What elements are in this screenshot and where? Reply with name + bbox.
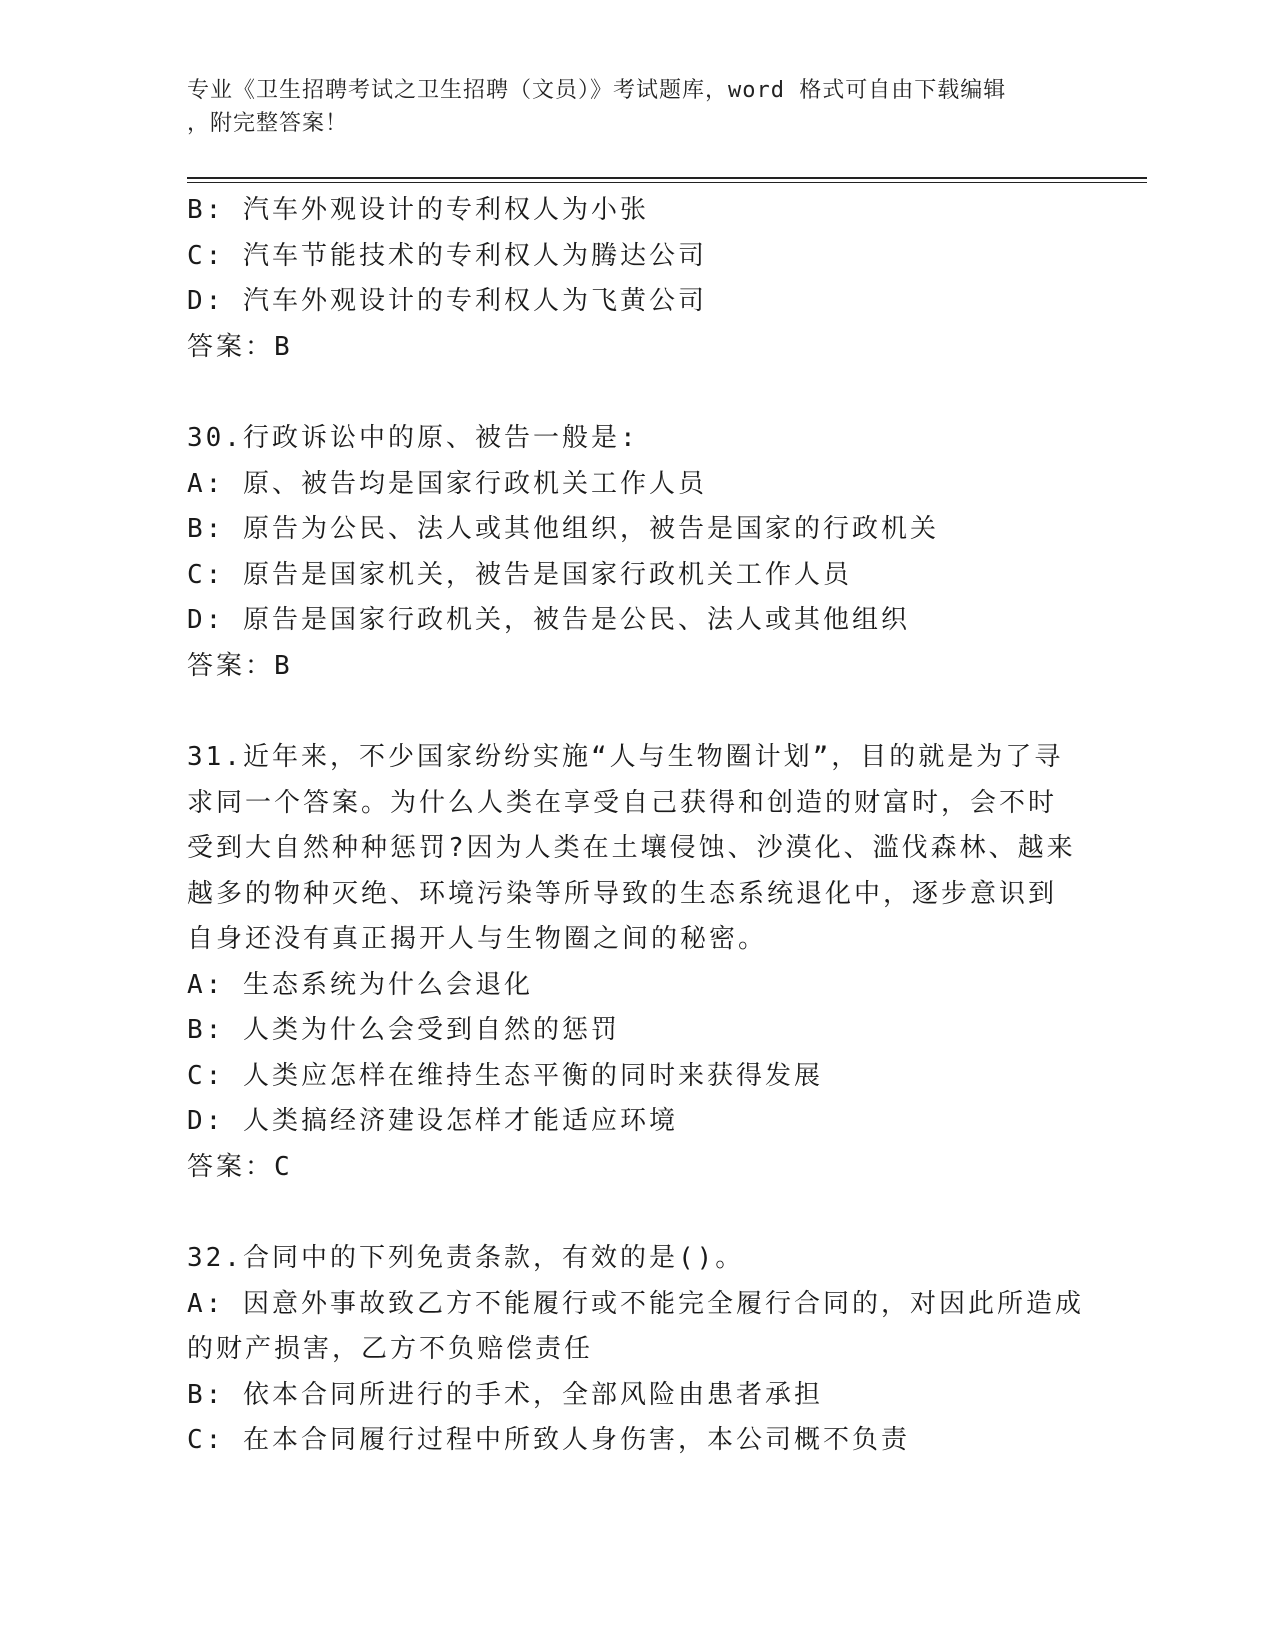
spacer (187, 1190, 1087, 1236)
option-a: A: 生态系统为什么会退化 (187, 969, 533, 1000)
option-a-line: 的财产损害，乙方不负赔偿责任 (187, 1334, 594, 1364)
header-divider-thin (187, 182, 1147, 183)
question-stem: 32.合同中的下列免责条款，有效的是()。 (187, 1243, 745, 1273)
answer-line: 答案：B (187, 650, 293, 681)
question-stem-line: 受到大自然种种惩罚?因为人类在土壤侵蚀、沙漠化、滥伐森林、越来 (187, 833, 1076, 863)
option-b: B: 原告为公民、法人或其他组织，被告是国家的行政机关 (187, 514, 939, 544)
answer-line: 答案：C (187, 1151, 293, 1182)
question-29-tail (187, 188, 1087, 370)
option-a: A: 原、被告均是国家行政机关工作人员 (187, 468, 707, 499)
option-c: C: 在本合同履行过程中所致人身伤害，本公司概不负责 (187, 1425, 910, 1455)
option-c: C: 原告是国家机关，被告是国家行政机关工作人员 (187, 559, 852, 590)
option-d: D: 原告是国家行政机关，被告是公民、法人或其他组织 (187, 605, 910, 635)
question-31 (187, 735, 1087, 1190)
question-stem-line: 自身还没有真正揭开人与生物圈之间的秘密。 (187, 924, 768, 954)
answer-line: 答案：B (187, 331, 293, 362)
question-stem-line: 31.近年来，不少国家纷纷实施“人与生物圈计划”，目的就是为了寻 (187, 742, 1064, 772)
option-d: D: 人类搞经济建设怎样才能适应环境 (187, 1106, 678, 1136)
option-d: D: 汽车外观设计的专利权人为飞黄公司 (187, 286, 707, 316)
option-b: B: 依本合同所进行的手术，全部风险由患者承担 (187, 1379, 823, 1410)
question-stem: 30.行政诉讼中的原、被告一般是: (187, 423, 639, 453)
header-line-2: ，附完整答案！ (187, 111, 349, 136)
spacer (187, 689, 1087, 735)
option-b: B: 人类为什么会受到自然的惩罚 (187, 1015, 620, 1045)
header-line-1: 专业《卫生招聘考试之卫生招聘（文员）》考试题库，word 格式可自由下载编辑 (187, 78, 1007, 103)
question-30 (187, 416, 1087, 689)
option-b: B: 汽车外观设计的专利权人为小张 (187, 195, 649, 225)
question-list (187, 188, 1087, 1464)
option-c: C: 人类应怎样在维持生态平衡的同时来获得发展 (187, 1060, 823, 1091)
question-32 (187, 1236, 1087, 1464)
option-a-line: A: 因意外事故致乙方不能履行或不能完全履行合同的，对因此所造成 (187, 1288, 1084, 1319)
question-stem-line: 越多的物种灭绝、环境污染等所导致的生态系统退化中，逐步意识到 (187, 878, 1058, 909)
question-stem-line: 求同一个答案。为什么人类在享受自己获得和创造的财富时，会不时 (187, 787, 1058, 818)
header-divider-thick (187, 177, 1147, 179)
spacer (187, 370, 1087, 416)
document-header (187, 74, 1067, 140)
option-c: C: 汽车节能技术的专利权人为腾达公司 (187, 240, 707, 271)
